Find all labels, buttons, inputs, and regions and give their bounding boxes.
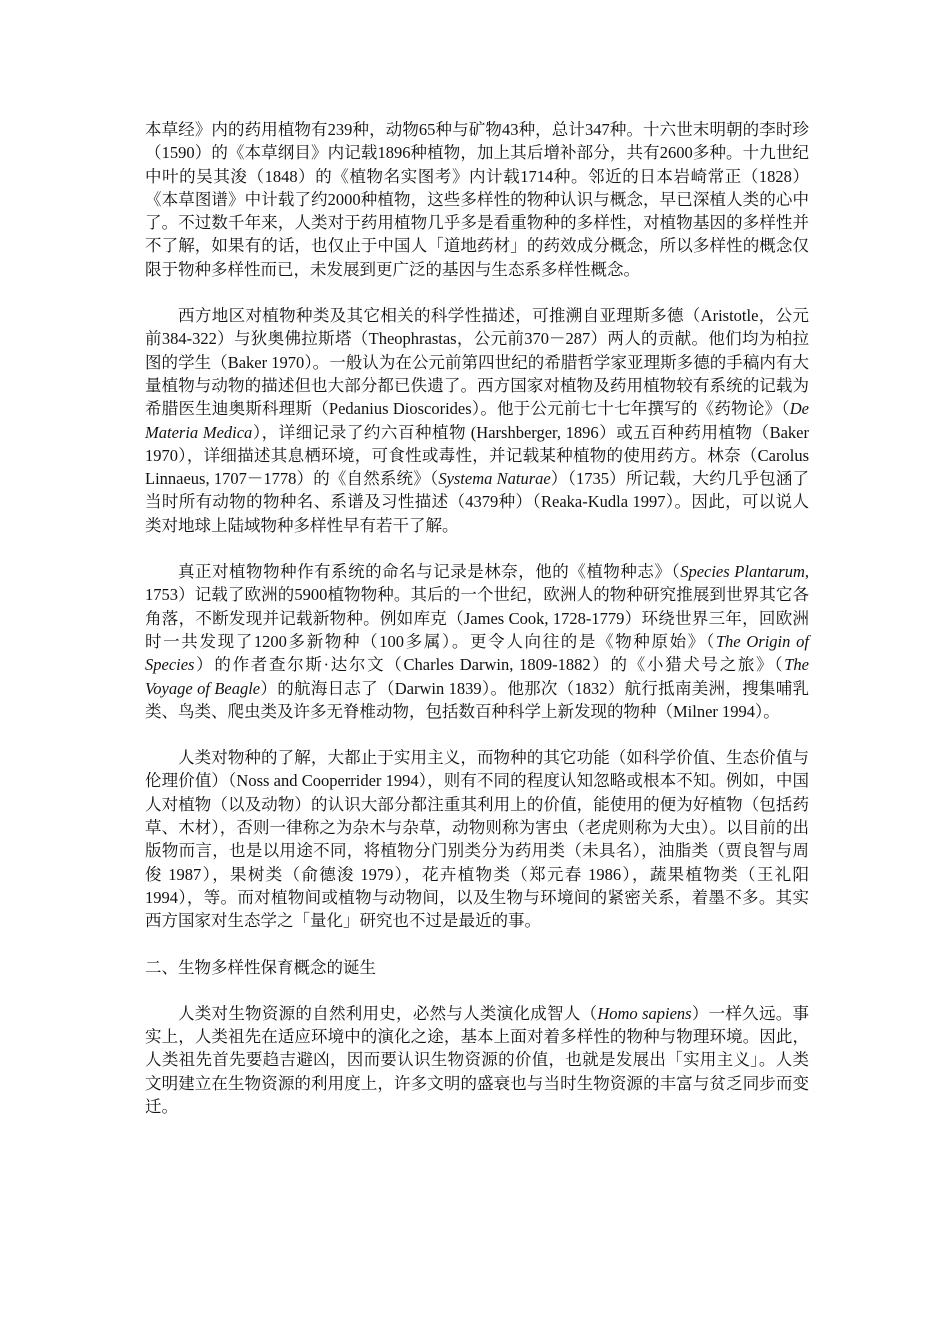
italic-title: De Materia Medica — [145, 399, 809, 442]
italic-title: Homo sapiens — [597, 1003, 692, 1023]
text-run: ）一样久远。事实上，人类祖先在适应环境中的演化之途，基本上面对着多样性的物种与物理环境。因此，人类祖先首先要趋吉避凶，因而要认识生物资源的价值，也就是发展出「实用主义」。人类文明建立在生物资源的利用度上，许多文明的盛衰也与当时生物资源的丰富与贫乏同步而变迁。 — [145, 1003, 809, 1116]
paragraph-2 — [145, 304, 809, 537]
paragraph-5 — [145, 1002, 809, 1118]
italic-title: Systema Naturae — [438, 469, 551, 489]
text-run: ），详细记录了约六百种植物 (Harshberger, 1896）或五百种药用植物（Baker 1970），详细描述其息栖环境，可食性或毒性，并记载某种植物的使用药方。林奈（Carolus Linnaeus, 1707－1778）的《自然系统》（ — [145, 422, 809, 489]
text-run: 人类对生物资源的自然利用史，必然与人类演化成智人（ — [178, 1003, 598, 1023]
text-run: 西方地区对植物种类及其它相关的科学性描述，可推溯自亚理斯多德（Aristotle，公元前384-322）与狄奥佛拉斯塔（Theophrastas，公元前370－287）两人的贡献。他们均为柏拉图的学生（Baker 1970）。一般认为在公元前第四世纪的希腊哲学家亚理斯多德的手稿内有大量植物与动物的描述但也大部分都已佚遗了。西方国家对植物及药用植物较有系统的记载为希腊医生迪奥斯科理斯（Pedanius Dioscorides）。他于公元前七十七年撰写的《药物论》（ — [145, 306, 809, 419]
paragraph-1 — [145, 118, 809, 281]
text-run: 本草经》内的药用植物有239种，动物65种与矿物43种，总计347种。十六世末明朝的李时珍（1590）的《本草纲目》内记载1896种植物，加上其后增补部分，共有2600多种。十九世纪中叶的吴其浚（1848）的《植物名实图考》内计载1714种。邻近的日本岩崎常正（1828）《本草图谱》中计载了约2000种植物，这些多样性的物种认识与概念，早已深植人类的心中了。不过数千年来，人类对于药用植物几乎多是看重物种的多样性，对植物基因的多样性并不了解，如果有的话，也仅止于中国人「道地药材」的药效成分概念，所以多样性的概念仅限于物种多样性而已，未发展到更广泛的基因与生态系多样性概念。 — [145, 120, 809, 279]
paragraph-3 — [145, 560, 809, 723]
text-run: ）的作者查尔斯·达尔文（Charles Darwin, 1809-1882）的《小猎犬号之旅》（ — [194, 655, 785, 675]
italic-title: The Origin of Species — [145, 631, 809, 675]
italic-title: The Voyage of Beagle — [145, 655, 809, 698]
heading-text: 二、生物多样性保育概念的诞生 — [145, 957, 376, 977]
text-run: ）（1735）所记载，大约几乎包涵了当时所有动物的物种名、系谱及习性描述（4379种）（Reaka-Kudla 1997）。因此，可以说人类对地球上陆域物种多样性早有若干了解。 — [145, 469, 810, 535]
italic-title: Species Plantarum — [680, 562, 805, 582]
text-run: ）的航海日志了（Darwin 1839）。他那次（1832）航行抵南美洲，搜集哺乳类、鸟类、爬虫类及许多无脊椎动物，包括数百种科学上新发现的物种（Milner 1994）。 — [145, 678, 810, 721]
document-body — [145, 118, 809, 1141]
text-run: 人类对物种的了解，大都止于实用主义，而物种的其它功能（如科学价值、生态价值与伦理价值）（Noss and Cooperrider 1994），则有不同的程度认知忽略或根本不知。例如，中国人对植物（以及动物）的认识大部分都注重其利用上的价值，能使用的便为好植物（包括药草、木材），否则一律称之为杂木与杂草，动物则称为害虫（老虎则称为大虫）。以目前的出版物而言，也是以用途不同，将植物分门别类分为药用类（未具名），油脂类（贾良智与周俊 1987），果树类（俞德浚 1979），花卉植物类（郑元春 1986），蔬果植物类（王礼阳 1994），等。而对植物间或植物与动物间，以及生物与环境间的紧密关系，着墨不多。其实西方国家对生态学之「量化」研究也不过是最近的事。 — [145, 748, 809, 931]
section-heading — [145, 956, 809, 979]
text-run: , 1753）记载了欧洲的5900植物物种。其后的一个世纪，欧洲人的物种研究推展到世界其它各角落，不断发现并记载新物种。例如库克（James Cook, 1728-1779）环绕世界三年，回欧洲时一共发现了1200多新物种（100多属）。更令人向往的是《物种原始》（ — [145, 562, 810, 651]
text-run: 真正对植物物种作有系统的命名与记录是林奈，他的《植物种志》（ — [178, 562, 681, 582]
paragraph-4 — [145, 746, 809, 932]
